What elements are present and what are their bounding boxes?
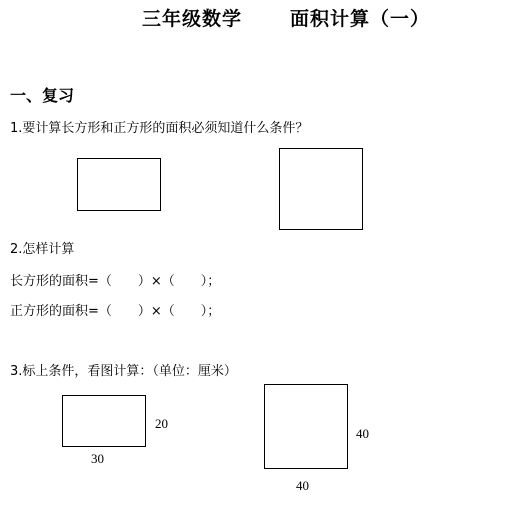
labeled-rectangle-figure — [62, 395, 146, 447]
title-topic: 面积计算（一） — [290, 8, 431, 30]
question-2: 2.怎样计算 — [10, 242, 75, 257]
square-area-formula: 正方形的面积=（ ）×（ ）； — [10, 304, 221, 319]
labeled-square-figure — [264, 384, 348, 469]
square-side-label-right: 40 — [356, 426, 369, 441]
question-1: 1.要计算长方形和正方形的面积必须知道什么条件？ — [10, 121, 309, 136]
rectangle-area-formula: 长方形的面积=（ ）×（ ）； — [10, 274, 221, 289]
rectangle-figure — [77, 158, 161, 211]
rectangle-height-label: 20 — [155, 416, 168, 431]
title-subject: 三年级数学 — [142, 8, 243, 30]
question-3: 3.标上条件，看图计算：（单位：厘米） — [10, 364, 237, 379]
section-heading: 一、复习 — [10, 86, 75, 105]
rectangle-width-label: 30 — [91, 451, 104, 466]
square-side-label-bottom: 40 — [296, 478, 309, 493]
square-figure — [279, 148, 363, 230]
